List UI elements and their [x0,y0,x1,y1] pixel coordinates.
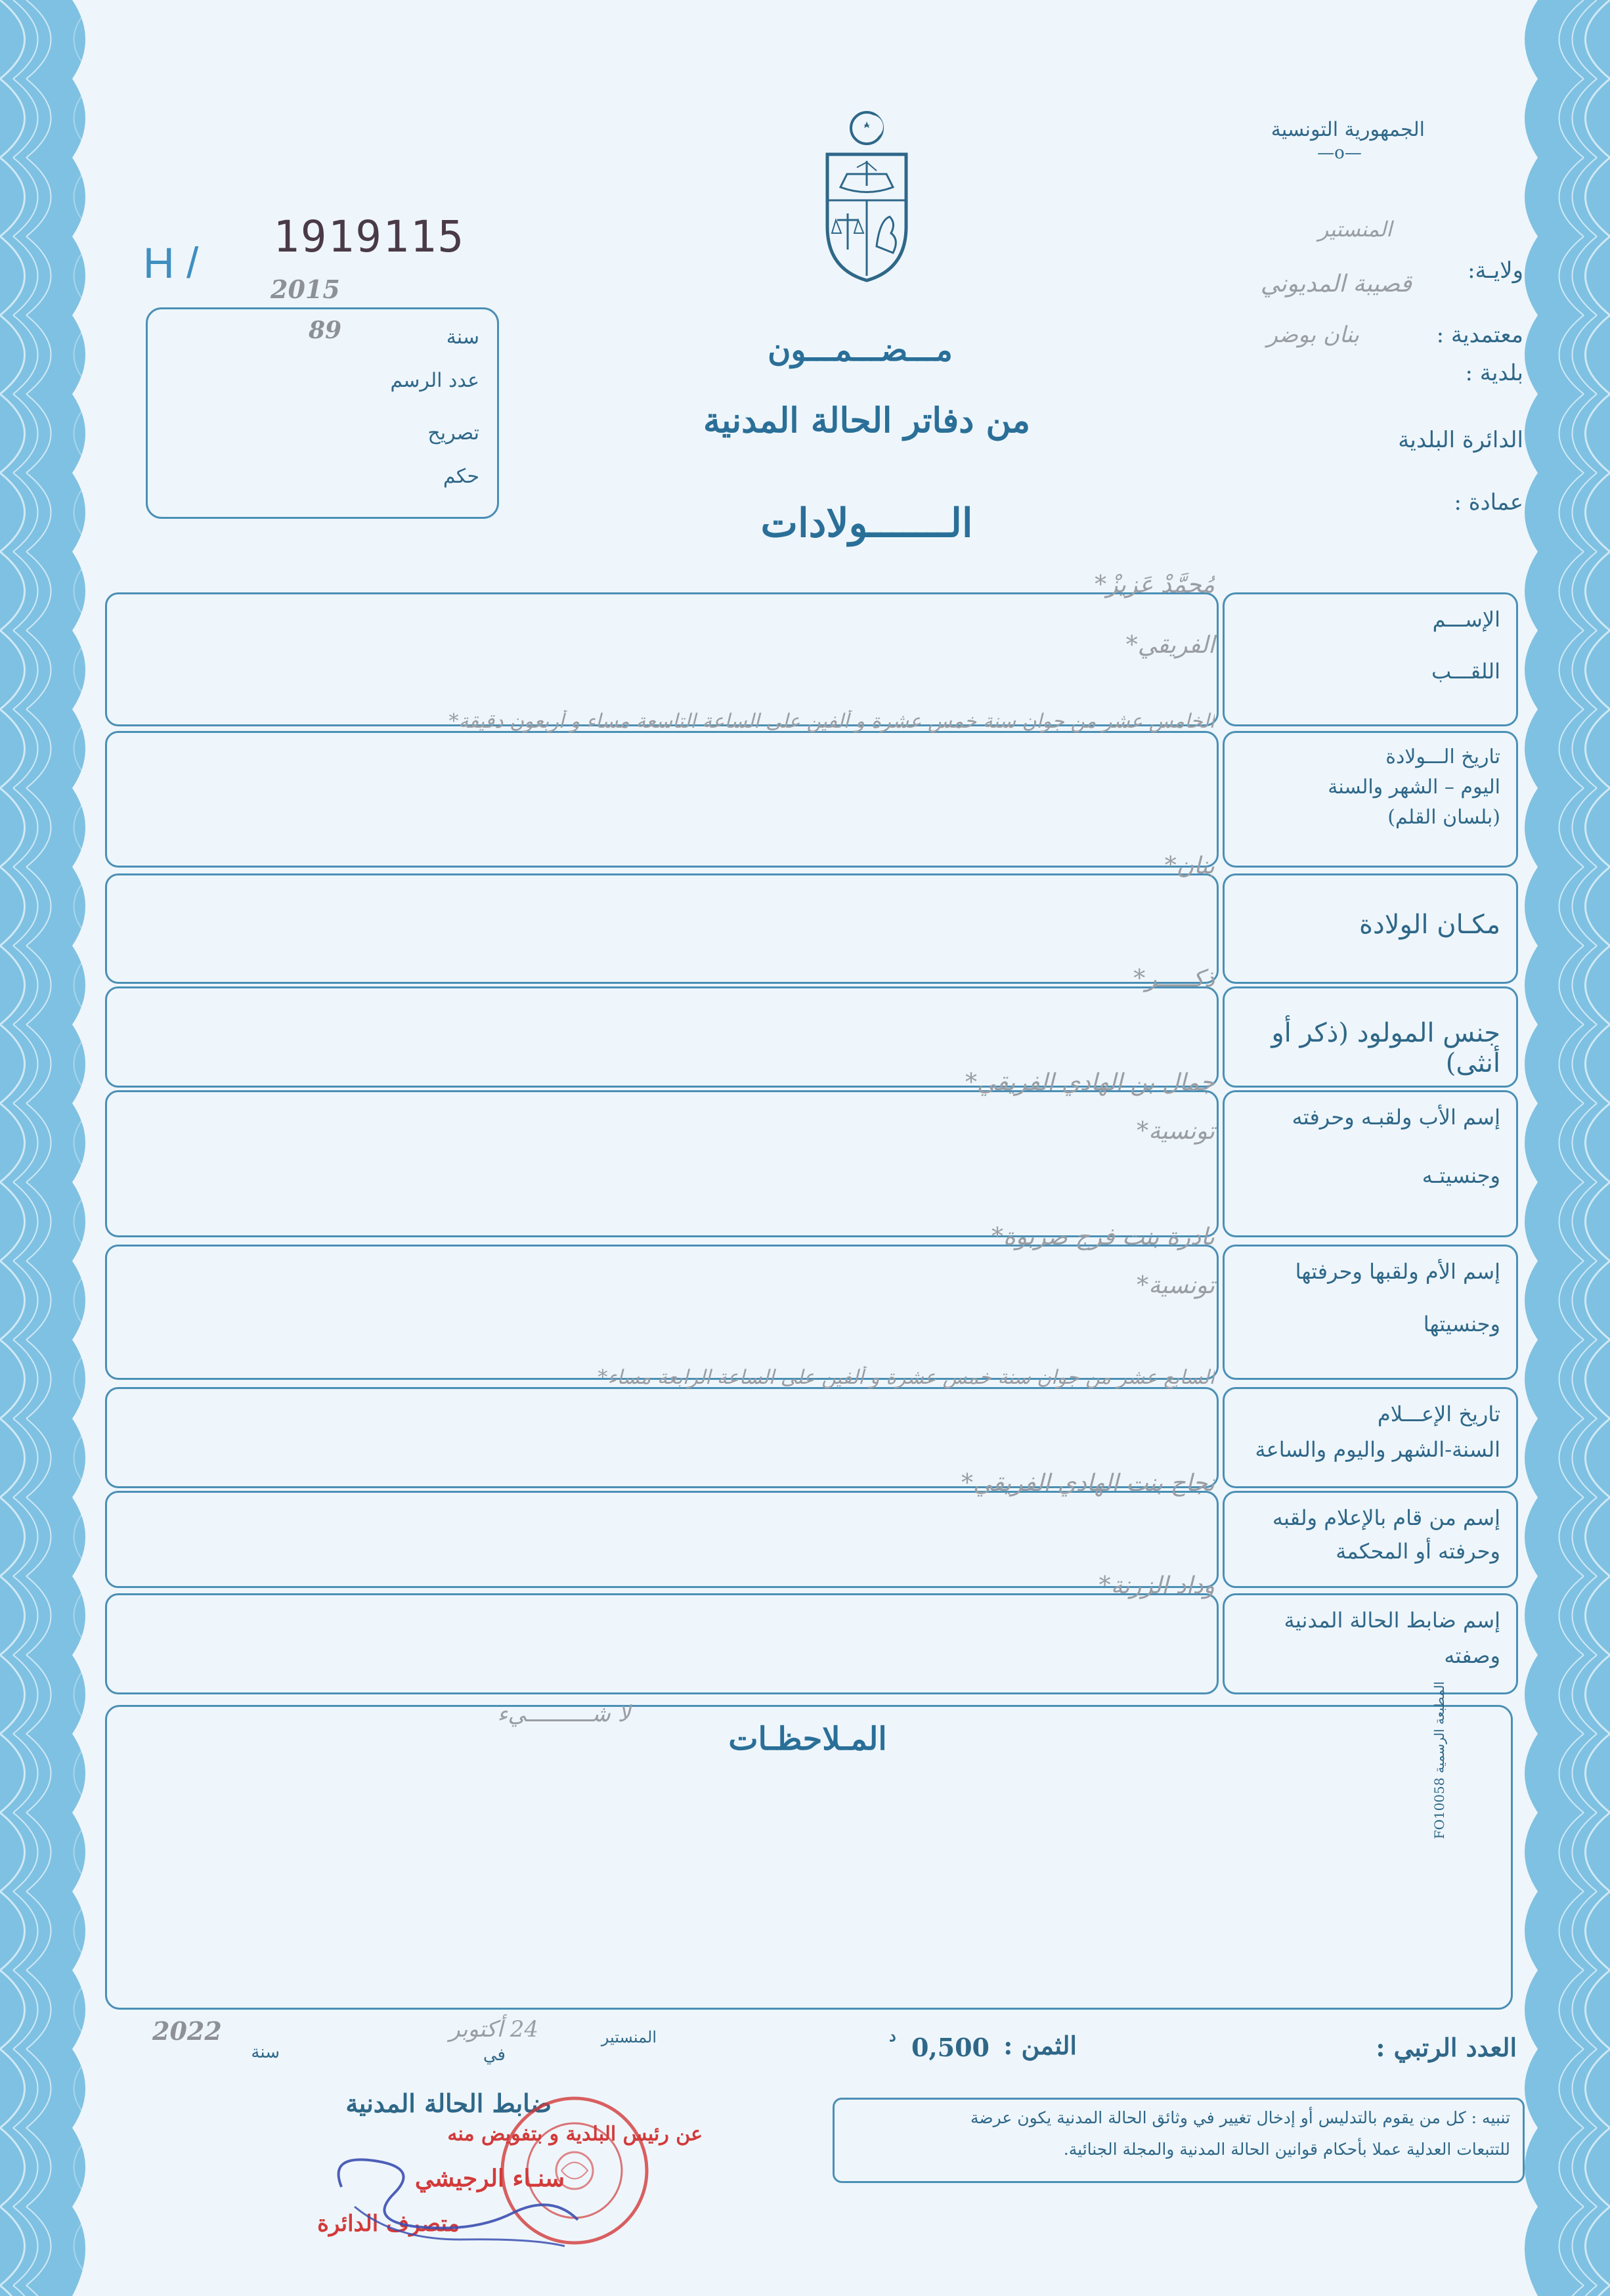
row-label: الإســـم [1432,607,1500,632]
row-value2: تونسية* [1137,1272,1215,1299]
legal-warning-line2: للتتبعات العدلية عملا بأحكام قوانين الحالة المدنية والمجلة الجنائية. [1063,2140,1510,2159]
row-label3: (بلسان القلم) [1387,806,1500,829]
row-label2: وجنسيتها [1423,1312,1500,1336]
act-number-value: 89 [309,317,342,344]
footer-year-label: سنة [251,2042,280,2062]
declaration-label: تصريح [427,422,479,445]
row-value: نادرة بنت فرج صربوة* [991,1224,1215,1250]
republic-ornament: —o— [1317,143,1362,163]
baladia-label: بلدية : [1465,360,1523,386]
row-value: نجاح بنت الهادي الفريقي* [961,1470,1215,1497]
registration-year-value: 2015 [271,275,340,304]
row-label: جنس المولود (ذكر أو أنثى) [1271,1018,1500,1078]
footer-year-value: 2022 [152,2016,222,2046]
row-label: إسم الأب ولقبـه وحرفته [1292,1105,1500,1130]
row-value2: تونسية* [1137,1118,1215,1145]
row-label: تاريخ الـــولادة [1385,745,1500,768]
wilaya-label: ولايـة: [1468,257,1523,284]
footer-place: المنستير [601,2028,657,2046]
right-guilloche-border [1512,0,1610,2296]
price-value: 0,500 [911,2033,990,2062]
row-value: الخامس عشر من جوان سنة خمس عشرة و ألفين على الساعة التاسعة مساء و أربعون دقيقة* [448,710,1215,733]
row-label: تاريخ الإعـــلام [1377,1402,1500,1426]
baladia-value: بنان بوضر [1267,322,1359,348]
serial-number: 1919115 [273,211,466,262]
row-value: مُحمَّدْ عَزِيزْ* [1095,571,1215,598]
officer-title: ضابط الحالة المدنية [345,2088,552,2118]
civil-registry-subtitle: من دفاتر الحالة المدنية [703,401,1030,441]
act-number-label: عدد الرسم [390,369,479,392]
price-label: الثمن : [1003,2031,1077,2060]
judgment-label: حكم [443,465,479,488]
officer-delegation: عن رئيس البلدية و بتفويض منه [447,2123,703,2146]
remarks-value: لا شــــــــــيء [497,1701,630,1727]
footer-date-value: 24 أكتوبر [449,2016,538,2042]
births-title: الـــــــولادات [760,500,973,546]
motamadia-value: قصيبة المديوني [1260,271,1412,298]
row-value-box [105,1593,1219,1694]
tunisia-coat-of-arms-icon [817,108,916,286]
printer-mark: المطبعة الرسمية FO10058 [1431,1681,1447,1840]
remarks-title: المـلاحظـات [728,1721,887,1757]
serial-prefix: H / [143,238,199,287]
extract-title: مـــضـــمـــون [768,332,953,368]
officer-signature [315,2128,591,2259]
serial-footer-label: العدد الرتبي : [1376,2033,1517,2062]
row-label: إسم من قام بالإعلام ولقبه [1272,1505,1500,1530]
row-label: إسم ضابط الحالة المدنية [1284,1608,1500,1633]
row-value2: الفريقي* [1125,632,1215,659]
officer-name: سنـاء الرجيشي [414,2165,565,2192]
row-label2: اللقـــب [1431,659,1500,684]
row-label2: وصفته [1444,1643,1500,1668]
footer-in-label: في [483,2045,506,2065]
row-value: جمال بن الهادي الفريقي* [965,1069,1215,1096]
row-value: ذكـــــر* [1133,965,1215,992]
wilaya-value: المنستير [1318,217,1392,242]
left-guilloche-border [0,0,98,2296]
row-label2: وجنسيتـه [1422,1163,1500,1188]
daira-label: الدائرة البلدية [1398,427,1523,453]
row-label: إسم الأم ولقبها وحرفتها [1295,1259,1500,1284]
row-value-box [105,592,1219,726]
row-value: السابع عشر من جوان سنة خمس عشرة و ألفين على الساعة الرابعة مساء* [598,1366,1215,1389]
row-label2: السنة-الشهر واليوم والساعة [1255,1437,1500,1462]
motamadia-label: معتمدية : [1436,322,1523,348]
row-value: بنان* [1164,852,1215,879]
registration-year-label: سنة [446,326,479,349]
row-value: وداد الزرنة* [1099,1572,1215,1599]
legal-warning-line1: تنبيه : كل من يقوم بالتدليس أو إدخال تغيير في وثائق الحالة المدنية يكون عرضة [970,2108,1510,2127]
omada-label: عمادة : [1454,489,1523,516]
row-value-box [105,731,1219,868]
officer-role: متصرف الدائرة [317,2211,460,2237]
price-unit: د [889,2026,896,2045]
row-value-box [105,1245,1219,1380]
row-label: مكـان الولادة [1359,910,1500,940]
row-value-box [105,1090,1219,1237]
row-label2: اليوم – الشهر والسنة [1328,776,1500,799]
row-label2: وحرفته أو المحكمة [1336,1539,1500,1564]
republic-title: الجمهورية التونسية [1271,118,1425,141]
